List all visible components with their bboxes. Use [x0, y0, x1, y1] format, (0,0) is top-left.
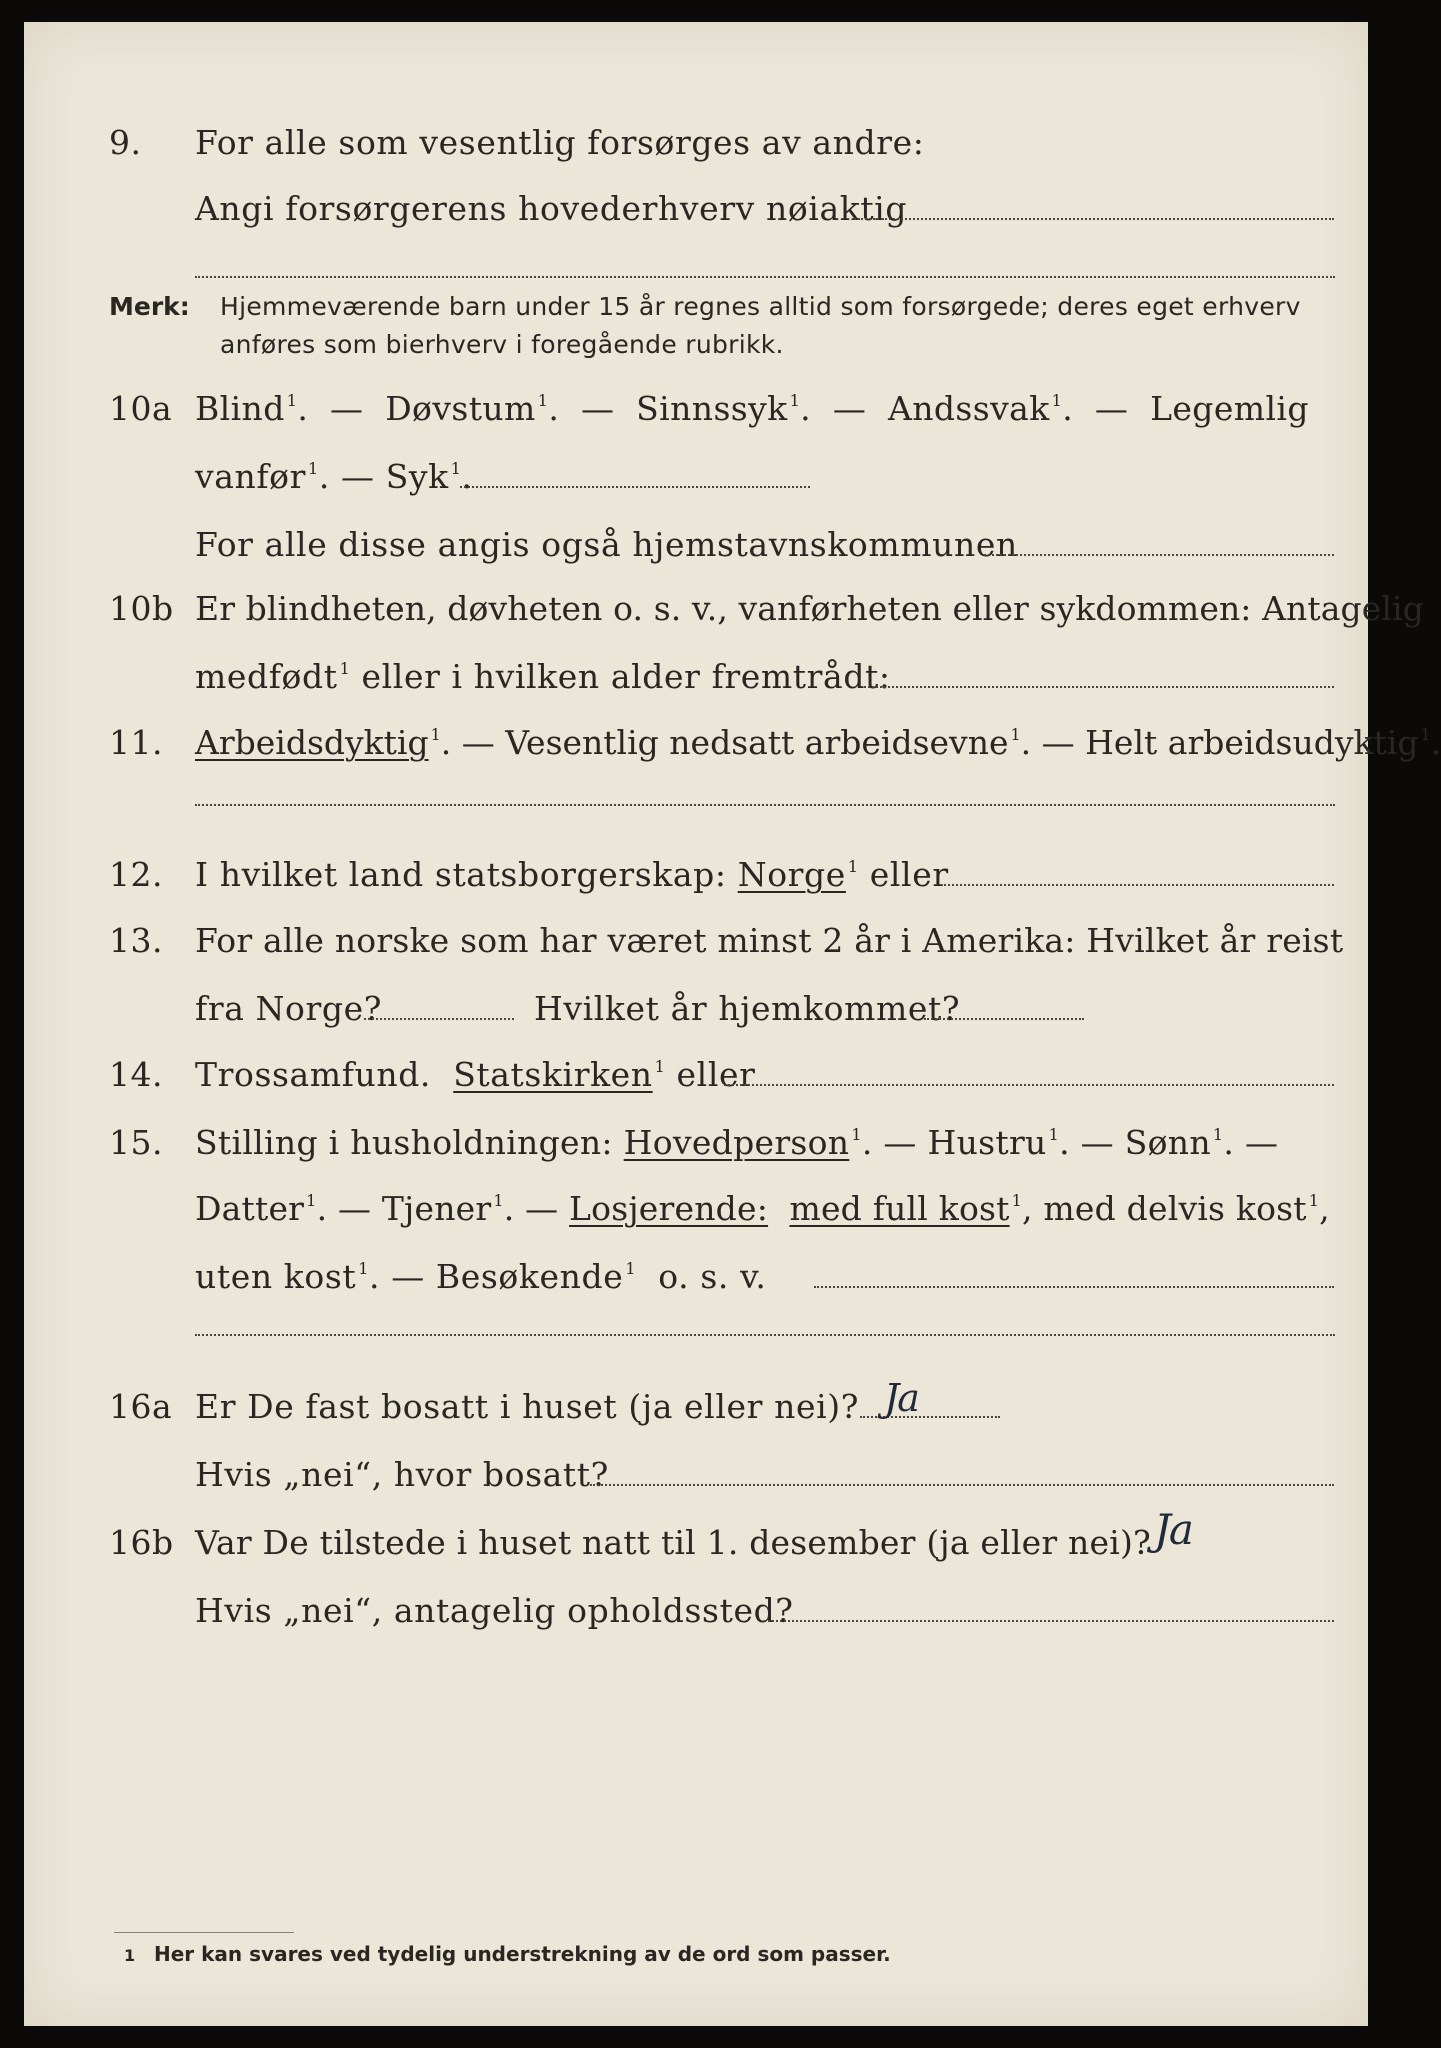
answer-line [195, 276, 1335, 278]
question-16a-line2 [24, 1440, 1368, 1500]
question-10b-line2 [24, 642, 1368, 702]
question-number: 16a [109, 1387, 173, 1426]
question-number: 14. [109, 1055, 163, 1094]
question-text: For alle som vesentlig forsørges av andre: [195, 123, 925, 162]
answer-line [864, 686, 1334, 688]
answer-line [460, 486, 810, 488]
question-number: 12. [109, 855, 163, 894]
underlined-answer: Statskirken [453, 1055, 653, 1094]
question-number: 11. [109, 723, 163, 762]
handwritten-answer: Ja [884, 1376, 918, 1420]
underlined-answer: Hovedperson [623, 1123, 850, 1162]
question-text: Trossamfund. Statskirken $^1$ eller [195, 1055, 756, 1094]
question-10b [24, 574, 1424, 634]
question-13-line2 [24, 974, 1368, 1034]
note-text: anføres som bierhverv i foregående rubrikk. [220, 330, 784, 359]
question-11 [24, 708, 1441, 768]
answer-line [854, 218, 1334, 220]
question-text: Blind $^1$. — Døvstum $^1$. — Sinnssyk $^1$. — Andssvak $^1$. — Legemlig [195, 389, 1309, 428]
question-15-line3 [24, 1242, 1368, 1302]
answer-line [764, 1620, 1334, 1622]
question-13 [24, 906, 1368, 966]
underlined-answer: med full kost [789, 1189, 1010, 1228]
question-number: 10a [109, 389, 173, 428]
question-10a-line2 [24, 442, 1368, 502]
question-10a-line3 [24, 510, 1368, 570]
question-9-line2 [24, 174, 1368, 234]
question-text: fra Norge? [195, 989, 383, 1028]
question-text: Arbeidsdyktig $^1$. — Vesentlig nedsatt arbeidsevne $^1$. — Helt arbeidsudyktig $^1$. [195, 723, 1441, 762]
answer-line [590, 1484, 1334, 1486]
answer-line [924, 1018, 1084, 1020]
question-number: 9. [109, 123, 142, 162]
handwritten-answer: Ja [1154, 1505, 1192, 1554]
question-9 [24, 108, 1368, 168]
footnote-text: Her kan svares ved tydelig understrekning av de ord som passer. [154, 1942, 891, 1966]
question-number: 15. [109, 1123, 163, 1162]
census-form-page [24, 22, 1441, 2026]
question-15-line2 [24, 1174, 1368, 1234]
question-text: Er De fast bosatt i huset (ja eller nei)? [195, 1387, 859, 1426]
question-text: medfødt $^1$ eller i hvilken alder fremtrådt: [195, 657, 891, 696]
question-text: Var De tilstede i huset natt til 1. desember (ja eller nei)? [195, 1523, 1151, 1562]
answer-line [724, 1084, 1334, 1086]
underlined-answer: Losjerende: [569, 1189, 769, 1228]
question-15 [24, 1108, 1368, 1168]
question-text: Angi forsørgerens hovederhverv nøiaktig [195, 189, 908, 228]
question-text: Stilling i husholdningen: Hovedperson $^1$. — Hustru $^1$. — Sønn $^1$. — [195, 1123, 1279, 1162]
question-text: For alle norske som har været minst 2 år i Amerika: Hvilket år reist [195, 921, 1344, 960]
underlined-answer: Arbeidsdyktig [195, 723, 429, 762]
question-text: Datter $^1$. — Tjener $^1$. — Losjerende: med full kost $^1$, med delvis kost $^1$, [195, 1189, 1330, 1228]
answer-line [364, 1018, 514, 1020]
answer-line [195, 1334, 1335, 1336]
note-text: Hjemmeværende barn under 15 år regnes alltid som forsørgede; deres eget erhverv [220, 292, 1301, 321]
answer-line [814, 1286, 1334, 1288]
question-16b-line2 [24, 1576, 1368, 1636]
question-14 [24, 1040, 1368, 1100]
question-text: Hvilket år hjemkommet? [534, 989, 961, 1028]
footnote-rule [114, 1932, 294, 1933]
note-label: Merk: [109, 292, 190, 321]
question-text: Hvis „nei“, hvor bosatt? [195, 1455, 609, 1494]
question-text: For alle disse angis også hjemstavnskommunen [195, 525, 1018, 564]
answer-line [984, 554, 1334, 556]
question-text: vanfør $^1$. — Syk $^1$. [195, 457, 473, 496]
question-number: 13. [109, 921, 163, 960]
answer-line [860, 1416, 1000, 1418]
question-text: Hvis „nei“, antagelig opholdssted? [195, 1591, 794, 1630]
underlined-answer: Norge [737, 855, 846, 894]
question-number: 16b [109, 1523, 174, 1562]
answer-line [195, 804, 1335, 806]
footnote-mark: 1 [124, 1946, 136, 1965]
question-16b [24, 1505, 1368, 1568]
question-text: Er blindheten, døvheten o. s. v., vanførheten eller sykdommen: Antagelig [195, 589, 1424, 628]
question-text: uten kost $^1$. — Besøkende $^1$ o. s. v. [195, 1257, 767, 1296]
question-10a [24, 374, 1368, 434]
answer-line [944, 884, 1334, 886]
question-16a [24, 1372, 1368, 1432]
question-12 [24, 840, 1368, 900]
question-text: I hvilket land statsborgerskap: Norge $^1$ eller [195, 855, 949, 894]
question-number: 10b [109, 589, 174, 628]
